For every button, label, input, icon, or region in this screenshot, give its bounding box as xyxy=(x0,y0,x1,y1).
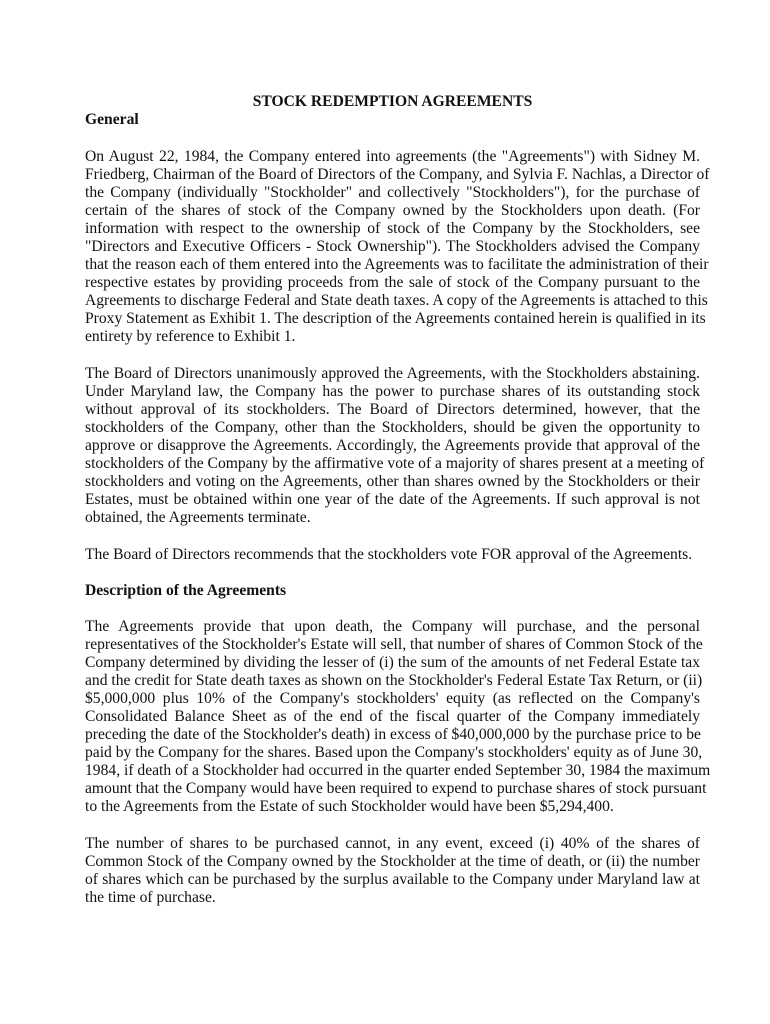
text-line: Agreements to discharge Federal and State death taxes. A copy of the Agreements is attached to this xyxy=(85,292,708,309)
text-line: information with respect to the ownership of stock of the Company by the Stockholders, see xyxy=(85,220,700,237)
spacer xyxy=(85,816,700,835)
text-line: The Board of Directors recommends that the stockholders vote FOR approval of the Agreements. xyxy=(85,546,693,563)
text-line: approve or disapprove the Agreements. Accordingly, the Agreements provide that approval of the xyxy=(85,437,700,454)
text-line: preceding the date of the Stockholder's death) in excess of $40,000,000 by the purchase price to be xyxy=(85,726,701,743)
text-line: Common Stock of the Company owned by the Stockholder at the time of death, or (ii) the number xyxy=(85,853,700,870)
text-line: and the credit for State death taxes as shown on the Stockholder's Federal Estate Tax Return, or (ii) xyxy=(85,672,703,689)
text-line: stockholders of the Company, other than the Stockholders, should be given the opportunity to xyxy=(85,419,700,436)
paragraph-recommendation xyxy=(85,546,700,564)
paragraph-board-approval xyxy=(85,365,705,527)
paragraph-share-limits xyxy=(85,835,700,907)
text-line: that the reason each of them entered into the Agreements was to facilitate the administration of their xyxy=(85,256,709,273)
text-line: paid by the Company for the shares. Based upon the Company's stockholders' equity as of June 30, xyxy=(85,744,703,761)
spacer xyxy=(85,564,700,582)
spacer xyxy=(85,527,700,546)
text-line: "Directors and Executive Officers - Stock Ownership"). The Stockholders advised the Company xyxy=(85,238,700,255)
text-line: without approval of its stockholders. The Board of Directors determined, however, that the xyxy=(85,401,700,418)
text-line: the time of purchase. xyxy=(85,889,216,906)
text-line: The Board of Directors unanimously approved the Agreements, with the Stockholders abstaining. xyxy=(85,365,700,382)
text-line: On August 22, 1984, the Company entered into agreements (the "Agreements") with Sidney M. xyxy=(85,148,700,165)
text-line: respective estates by providing proceeds from the sale of stock of the Company pursuant to the xyxy=(85,274,700,291)
spacer xyxy=(85,600,700,618)
document-title: STOCK REDEMPTION AGREEMENTS xyxy=(252,93,533,110)
text-line: $5,000,000 plus 10% of the Company's stockholders' equity (as reflected on the Company's xyxy=(85,690,700,707)
document-page xyxy=(85,93,711,907)
section-heading-general: General xyxy=(85,111,139,128)
text-line: stockholders of the Company by the affirmative vote of a majority of shares present at a meeting of xyxy=(85,455,705,472)
text-line: Consolidated Balance Sheet as of the end of the fiscal quarter of the Company immediately xyxy=(85,708,700,725)
text-line: Company determined by dividing the lesser of (i) the sum of the amounts of net Federal Estate tax xyxy=(85,654,700,671)
text-line: The Agreements provide that upon death, the Company will purchase, and the personal xyxy=(85,618,700,635)
paragraph-agreements-overview xyxy=(85,148,710,346)
text-line: certain of the shares of stock of the Company owned by the Stockholders upon death. (For xyxy=(85,202,700,219)
paragraph-purchase-terms xyxy=(85,618,711,816)
text-line: representatives of the Stockholder's Estate will sell, that number of shares of Common Stock of the xyxy=(85,636,703,653)
text-line: Under Maryland law, the Company has the power to purchase shares of its outstanding stock xyxy=(85,383,700,400)
text-line: Estates, must be obtained within one year of the date of the Agreements. If such approval is not xyxy=(85,491,700,508)
text-line: Proxy Statement as Exhibit 1. The description of the Agreements contained herein is qualified in its xyxy=(85,310,706,327)
text-line: the Company (individually "Stockholder" and collectively "Stockholders"), for the purchase of xyxy=(85,184,700,201)
text-line: to the Agreements from the Estate of such Stockholder would have been $5,294,400. xyxy=(85,798,614,815)
text-line: of shares which can be purchased by the surplus available to the Company under Maryland law at xyxy=(85,871,700,888)
section-heading-description: Description of the Agreements xyxy=(85,582,287,599)
text-line: 1984, if death of a Stockholder had occurred in the quarter ended September 30, 1984 the maximum xyxy=(85,762,711,779)
text-line: Friedberg, Chairman of the Board of Directors of the Company, and Sylvia F. Nachlas, a Director of xyxy=(85,166,710,183)
spacer xyxy=(85,346,700,365)
text-line: entirety by reference to Exhibit 1. xyxy=(85,328,296,345)
text-line: obtained, the Agreements terminate. xyxy=(85,509,311,526)
text-line: The number of shares to be purchased cannot, in any event, exceed (i) 40% of the shares of xyxy=(85,835,700,852)
text-line: amount that the Company would have been required to expend to purchase shares of stock pursuant xyxy=(85,780,707,797)
text-line: stockholders and voting on the Agreements, other than shares owned by the Stockholders or their xyxy=(85,473,700,490)
spacer xyxy=(85,129,700,148)
